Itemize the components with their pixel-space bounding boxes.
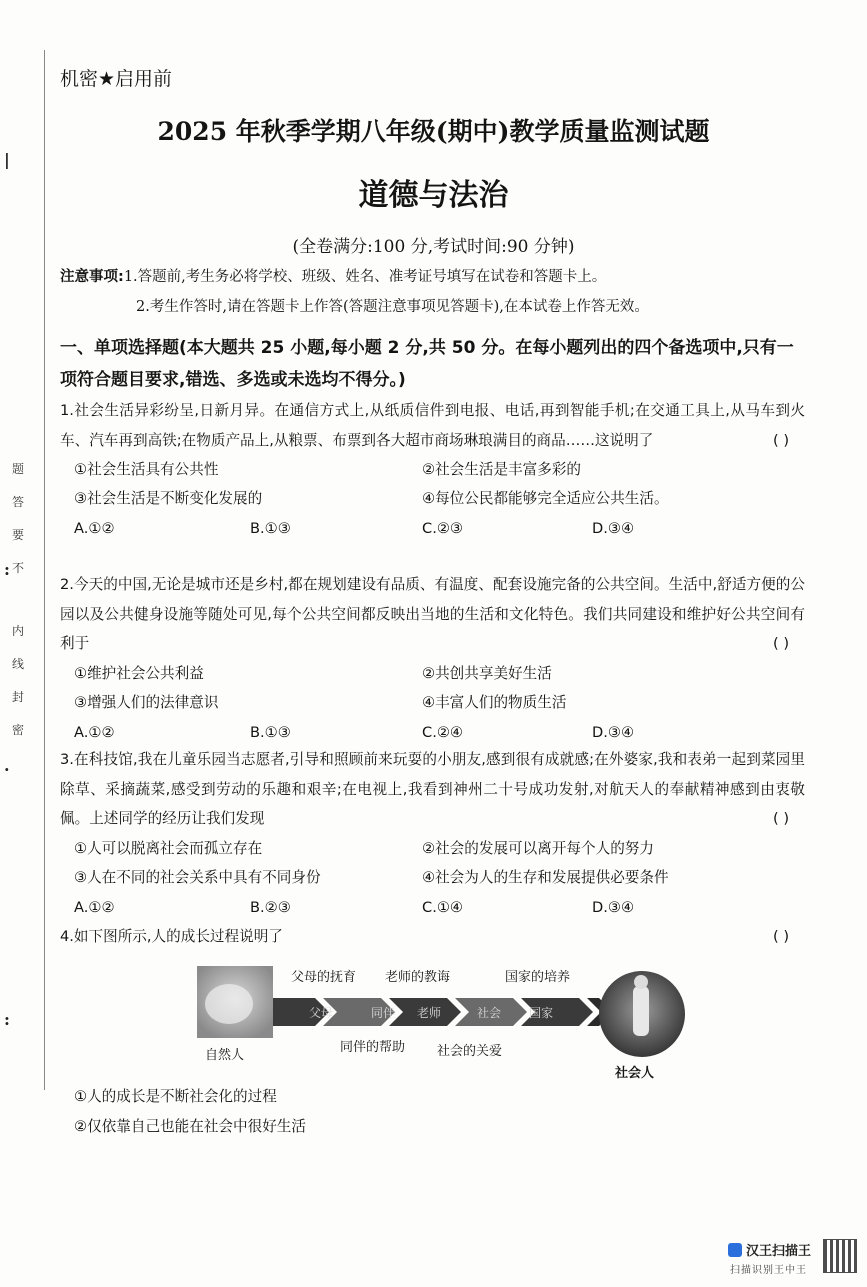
choice-b: B.②③ [250,898,291,916]
exam-title: 2025 年秋季学期八年级(期中)教学质量监测试题 [157,117,710,146]
question-4 [60,922,805,952]
arrow-label: 老师 [417,1006,442,1020]
option-2: ②社会生活是丰富多彩的 [422,461,582,478]
arrow-label: 同伴 [371,1006,396,1020]
question-stem: 1.社会生活异彩纷呈,日新月异。在通信方式上,从纸质信件到电报、电话,再到智能手机;在交通工具上,从马车到火车、汽车再到高铁;在物质产品上,从粮票、布票到各大超市商场琳琅满目的商品……这说明了 [60,402,805,449]
label-peers: 同伴的帮助 [340,1040,406,1055]
answer-bracket: ( ) [772,635,790,652]
option-2: ②仅依靠自己也能在社会中很好生活 [74,1117,306,1135]
baby-figure [205,984,253,1024]
option-4: ④每位公民都能够完全适应公共生活。 [422,490,669,507]
margin-char: 题 [11,462,24,476]
choice-c: C.①④ [422,898,463,916]
growth-diagram [195,962,695,1082]
scanner-tagline: 扫描识别王中王 [730,1265,807,1276]
scanner-watermark [728,1240,858,1280]
question-stem: 2.今天的中国,无论是城市还是乡村,都在规划建设有品质、有温度、配套设施完备的公共空间。生活中,舒适方便的公园以及公共健身设施等随处可见,每个公共空间都反映出当地的生活和文化特色。我们共同建设和维护好公共空间有利于 [60,576,805,652]
option-1: ①社会生活具有公共性 [74,461,219,478]
subject-title: 道德与法治 [358,178,509,213]
choice-b: B.①③ [250,723,291,741]
choice-c: C.②④ [422,723,463,741]
choice-d: D.③④ [592,898,635,916]
scanner-name: 汉王扫描王 [746,1244,812,1259]
notice-item-2: 2.考生作答时,请在答题卡上作答(答题注意事项见答题卡),在本试卷上作答无效。 [136,299,649,315]
scanner-logo-icon [728,1243,742,1257]
notice-item-1: 1.答题前,考生务必将学校、班级、姓名、准考证号填写在试卷和答题卡上。 [123,269,607,285]
choice-b: B.①③ [250,520,291,537]
margin-char: 内 [11,624,24,638]
option-1: ①人可以脱离社会而孤立存在 [74,839,263,857]
qr-code-icon [824,1240,856,1272]
choice-d: D.③④ [592,723,635,741]
margin-tick: | [4,150,10,169]
section-heading: 一、单项选择题(本大题共 25 小题,每小题 2 分,共 50 分。在每小题列出的四个备选项中,只有一项符合题目要求,错选、多选或未选均不得分。) [60,338,794,390]
option-2: ②社会的发展可以离开每个人的努力 [422,839,654,857]
option-1: ①维护社会公共利益 [74,664,204,682]
option-3: ③增强人们的法律意识 [74,693,219,711]
margin-char: 要 [11,528,24,542]
arrow-label: 国家 [529,1006,554,1020]
label-country: 国家的培养 [505,970,571,985]
choice-a: A.①② [74,723,115,741]
margin-char: 不 [11,561,24,575]
choice-a: A.①② [74,520,115,537]
question-stem: 4.如下图所示,人的成长过程说明了 [60,928,283,945]
question-1 [60,396,805,544]
question-stem: 3.在科技馆,我在儿童乐园当志愿者,引导和照顾前来玩耍的小朋友,感到很有成就感;在外婆家,我和表弟一起到菜园里除草、采摘蔬菜,感受到劳动的乐趣和艰辛;在电视上,我看到神州二十号成功发射,对航天人的奉献精神感到由衷敬佩。上述同学的经历让我们发现 [60,751,805,827]
caption-natural-person: 自然人 [205,1048,245,1063]
answer-bracket: ( ) [772,431,790,449]
option-3: ③人在不同的社会关系中具有不同身份 [74,868,321,886]
margin-char: 密 [11,723,24,737]
label-society: 社会的关爱 [437,1044,503,1059]
adult-head [634,975,648,989]
margin-tick: : [4,560,10,579]
score-time-line: (全卷满分:100 分,考试时间:90 分钟) [292,237,575,257]
margin-char: 线 [11,657,24,671]
margin-char: 封 [11,690,24,704]
option-4: ④丰富人们的物质生活 [422,693,567,711]
option-4: ④社会为人的生存和发展提供必要条件 [422,868,669,886]
option-3: ③社会生活是不断变化发展的 [74,490,263,507]
arrow-label: 社会 [477,1006,502,1020]
margin-char: 答 [11,495,24,509]
option-1: ①人的成长是不断社会化的过程 [74,1088,277,1105]
question-4-options [74,1082,306,1141]
label-parents: 父母的抚育 [291,970,357,985]
notice-label: 注意事项: [60,269,124,285]
margin-tick: : [4,1010,10,1029]
margin-tick: · [4,760,10,779]
adult-figure [633,986,649,1036]
choice-a: A.①② [74,898,115,916]
choice-d: D.③④ [592,520,635,537]
question-3 [60,745,805,923]
confidential-label: 机密★启用前 [60,68,173,90]
caption-social-person: 社会人 [615,1066,655,1081]
choice-c: C.②③ [422,520,463,537]
question-2 [60,570,805,748]
exam-notice [60,262,649,322]
arrow-label: 父母 [309,1006,334,1020]
option-2: ②共创共享美好生活 [422,664,552,682]
label-teachers: 老师的教诲 [385,970,451,985]
answer-bracket: ( ) [772,928,790,945]
answer-bracket: ( ) [772,810,790,827]
